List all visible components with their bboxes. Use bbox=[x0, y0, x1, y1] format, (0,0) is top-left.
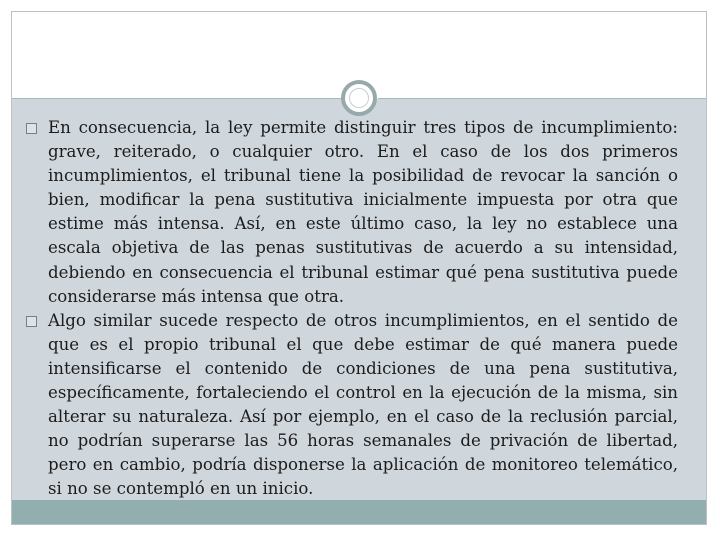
square-bullet-icon bbox=[26, 316, 37, 327]
circle-ornament-icon bbox=[341, 80, 377, 116]
bullet-text-2: Algo similar sucede respecto de otros incumplimientos, en el sentido de que es el propio tribunal el que debe estimar de qué manera puede intensificarse el contenido de condiciones de una pena sustitutiva, específicamente, fortaleciendo el control en la ejecución de la misma, sin alterar su naturaleza. Así por ejemplo, en el caso de la reclusión parcial, no podrían superarse las 56 horas semanales de privación de libertad, pero en cambio, podría disponerse la aplicación de monitoreo telemático, si no se contempló en un inicio. bbox=[48, 310, 678, 499]
square-bullet-icon bbox=[26, 123, 37, 134]
bullet-text-1: En consecuencia, la ley permite distinguir tres tipos de incumplimiento: grave, reiterado, o cualquier otro. En el caso de los dos primeros incumplimientos, el tribunal tiene la posibilidad de revocar la sanción o bien, modificar la pena sustitutiva inicialmente impuesta por otra que estime más intensa. Así, en este último caso, la ley no establece una escala objetiva de las penas sustitutivas de acuerdo a su intensidad, debiendo en consecuencia el tribunal estimar qué pena sustitutiva puede considerarse más intensa que otra. bbox=[48, 118, 678, 306]
bullet-list bbox=[26, 116, 678, 502]
bullet-item-1 bbox=[26, 116, 678, 309]
bullet-item-2 bbox=[26, 309, 678, 502]
